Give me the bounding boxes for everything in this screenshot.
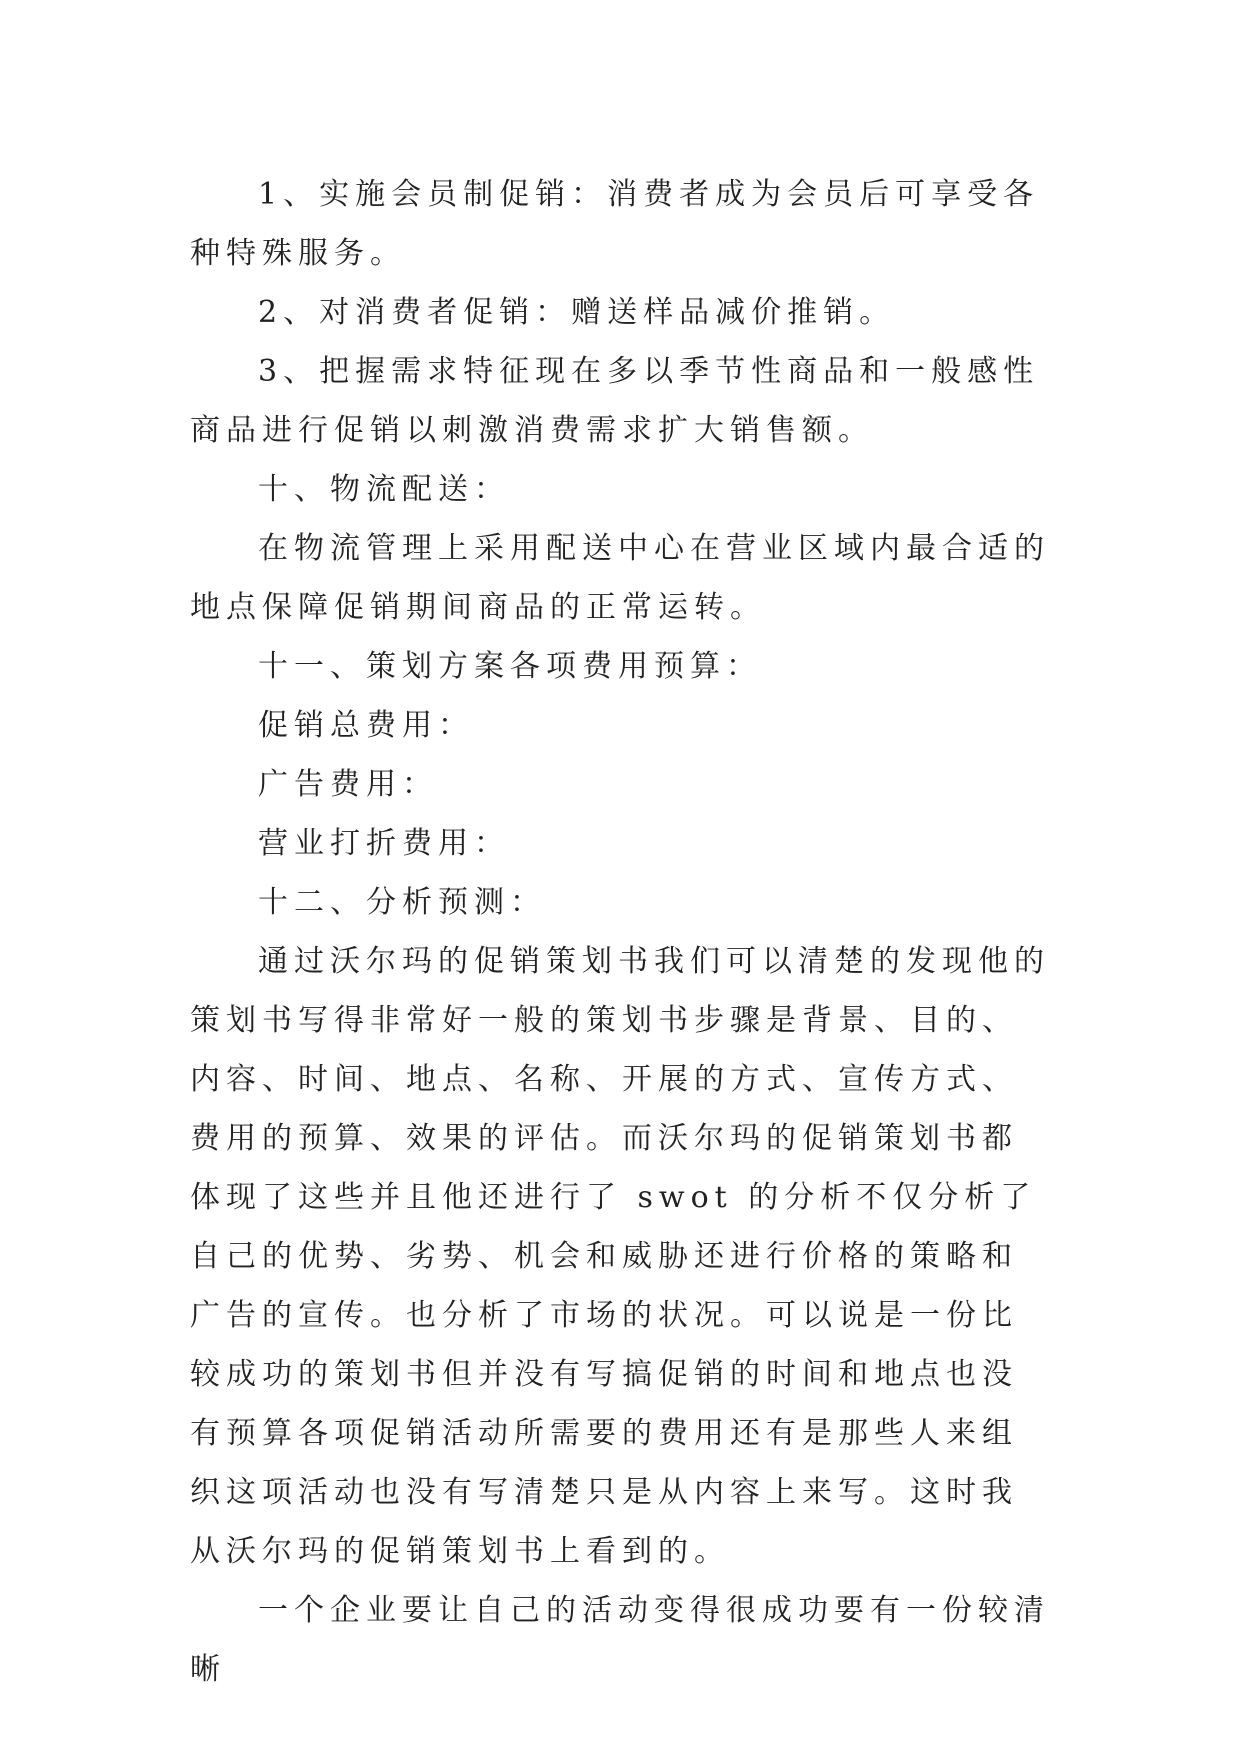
paragraph-analysis: 通过沃尔玛的促销策划书我们可以清楚的发现他的策划书写得非常好一般的策划书步骤是背景、目的、内容、时间、地点、名称、开展的方式、宣传方式、费用的预算、效果的评估。而沃尔玛的促销策划书都体现了这些并且他还进行了 swot 的分析不仅分析了自己的优势、劣势、机会和威胁还进行价格的策略和广告的宣传。也分析了市场的状况。可以说是一份比较成功的策划书但并没有写搞促销的时间和地点也没有预算各项促销活动所需要的费用还有是那些人来组织这项活动也没有写清楚只是从内容上来写。这时我从沃尔玛的促销策划书上看到的。 (190, 944, 1050, 1569)
document-body (190, 165, 1050, 1699)
budget-discount-cost: 营业打折费用： (258, 826, 510, 861)
paragraph-demand-features: 3、把握需求特征现在多以季节性商品和一般感性商品进行促销以刺激消费需求扩大销售额。 (190, 354, 1040, 448)
paragraph-logistics: 在物流管理上采用配送中心在营业区域内最合适的地点保障促销期间商品的正常运转。 (190, 531, 1050, 625)
heading-analysis: 十二、分析预测： (258, 885, 546, 920)
paragraph-consumer-promotion: 2、对消费者促销：赠送样品减价推销。 (258, 295, 896, 330)
budget-total-cost: 促销总费用： (258, 708, 474, 743)
heading-budget: 十一、策划方案各项费用预算： (258, 649, 762, 684)
paragraph-membership-promotion: 1、实施会员制促销：消费者成为会员后可享受各种特殊服务。 (190, 177, 1040, 271)
budget-ad-cost: 广告费用： (258, 767, 438, 802)
paragraph-conclusion-start: 一个企业要让自己的活动变得很成功要有一份较清晰 (190, 1593, 1050, 1687)
heading-logistics: 十、物流配送： (258, 472, 510, 507)
